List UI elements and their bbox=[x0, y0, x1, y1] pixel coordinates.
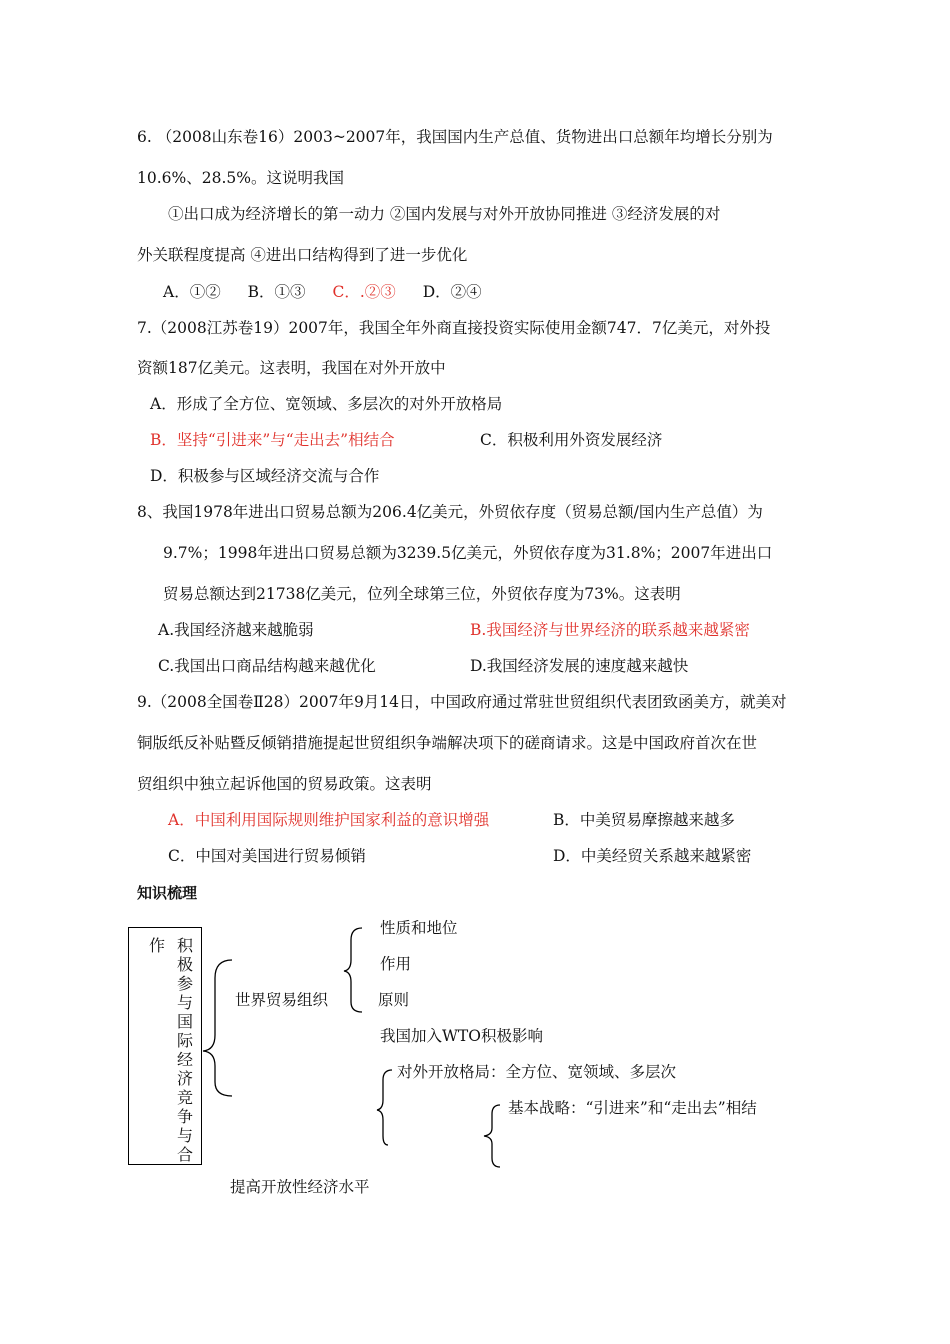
q6-line-3: ①出口成为经济增长的第一动力 ②国内发展与对外开放协同推进 ③经济发展的对 bbox=[168, 205, 721, 223]
q8-line-1: 8、我国1978年进出口贸易总额为206.4亿美元，外贸依存度（贸易总额/国内生产总值）为 bbox=[137, 503, 763, 521]
root-vertical-text-end: 作 bbox=[148, 936, 165, 955]
q7-option-c: C．积极利用外资发展经济 bbox=[480, 431, 663, 449]
q9-option-b: B．中美贸易摩擦越来越多 bbox=[553, 811, 735, 829]
open-pattern: 对外开放格局：全方位、宽领域、多层次 bbox=[397, 1063, 677, 1081]
q7-option-b: B．坚持“引进来”与“走出去”相结合 bbox=[150, 431, 395, 449]
brace-main bbox=[203, 960, 232, 1096]
q7-option-d: D．积极参与区域经济交流与合作 bbox=[150, 467, 380, 485]
q8-option-c: C.我国出口商品结构越来越优化 bbox=[158, 657, 376, 675]
q8-line-3: 贸易总额达到21738亿美元，位列全球第三位，外贸依存度为73%。这表明 bbox=[163, 585, 681, 603]
q6-option-b: B．①③ bbox=[247, 283, 306, 301]
q9-line-3: 贸组织中独立起诉他国的贸易政策。这表明 bbox=[137, 775, 432, 793]
brace-strategy bbox=[484, 1105, 500, 1167]
brace-open bbox=[377, 1070, 392, 1145]
q6-option-c: C．.②③ bbox=[332, 283, 396, 301]
q9-option-d: D．中美经贸关系越来越紧密 bbox=[553, 847, 752, 865]
q6-line-2: 10.6%、28.5%。这说明我国 bbox=[137, 169, 344, 187]
q7-option-a: A．形成了全方位、宽领域、多层次的对外开放格局 bbox=[150, 395, 503, 413]
q6-option-d: D．②④ bbox=[422, 283, 482, 301]
q6-option-a: A．①② bbox=[163, 283, 221, 301]
wto-label: 世界贸易组织 bbox=[235, 991, 329, 1009]
q9-option-c: C．中国对美国进行贸易倾销 bbox=[168, 847, 366, 865]
q8-option-d: D.我国经济发展的速度越来越快 bbox=[470, 657, 689, 675]
wto-join-impact: 我国加入WTO积极影响 bbox=[380, 1027, 543, 1045]
wto-item-principle: 原则 bbox=[378, 991, 410, 1009]
q9-option-a: A．中国利用国际规则维护国家利益的意识增强 bbox=[168, 811, 490, 829]
wto-item-nature: 性质和地位 bbox=[380, 919, 458, 937]
wto-item-role: 作用 bbox=[380, 955, 412, 973]
q8-line-2: 9.7%；1998年进出口贸易总额为3239.5亿美元，外贸依存度为31.8%；2007年进出口 bbox=[163, 544, 773, 562]
basic-strategy: 基本战略：“引进来”和“走出去”相结 bbox=[508, 1099, 757, 1117]
q8-option-b: B.我国经济与世界经济的联系越来越紧密 bbox=[470, 621, 750, 639]
q6-line-1: 6. （2008山东卷16）2003~2007年，我国国内生产总值、货物进出口总额年均增长分别为 bbox=[137, 128, 773, 146]
q9-line-2: 铜版纸反补贴暨反倾销措施提起世贸组织争端解决项下的磋商请求。这是中国政府首次在世 bbox=[137, 734, 758, 752]
section-title: 知识梳理 bbox=[137, 884, 198, 902]
improve-open-economy: 提高开放性经济水平 bbox=[230, 1178, 370, 1196]
q8-option-a: A.我国经济越来越脆弱 bbox=[158, 621, 314, 639]
root-vertical-text: 积极参与国际经济竞争与合 bbox=[176, 936, 193, 1164]
q7-line-2: 资额187亿美元。这表明，我国在对外开放中 bbox=[137, 359, 446, 377]
brace-wto bbox=[344, 928, 362, 1012]
q9-line-1: 9.（2008全国卷Ⅱ28）2007年9月14日，中国政府通过常驻世贸组织代表团致函美方，就美对 bbox=[137, 693, 787, 711]
q6-line-4: 外关联程度提高 ④进出口结构得到了进一步优化 bbox=[137, 246, 468, 264]
q7-line-1: 7.（2008江苏卷19）2007年，我国全年外商直接投资实际使用金额747．7亿美元，对外投 bbox=[137, 319, 771, 337]
